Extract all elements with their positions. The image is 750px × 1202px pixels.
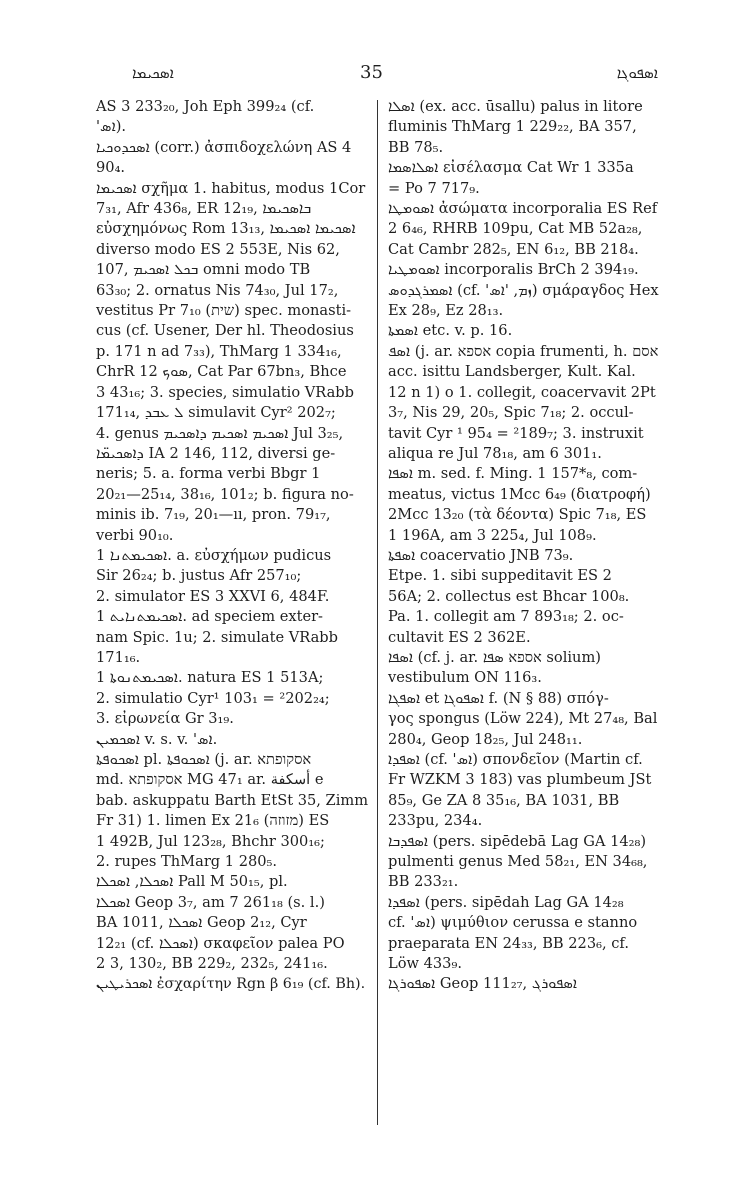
text-line: ܐܣܟܘܦܬܐ pl. ܐܣܟܘܦܬܐ (j. ar. אסקופתא [96, 751, 312, 768]
text-line: ܐܣܘܡܛܐ ἀσώματα incorporalia ES Ref [388, 200, 658, 218]
text-line: ܐܣܟܝܡܐ σχῆμα 1. habitus, modus 1Cor [96, 179, 366, 197]
text-line: ܐܣܦܕܐ (pers. sipēdah Lag GA 14₂₈ [388, 893, 624, 911]
left-running-head: ܐܣܟܝܡܐ [132, 64, 174, 82]
text-line: ܐܣܡܬܐ etc. v. p. 16. [388, 322, 513, 340]
text-line: 12 n 1) o 1. collegit, coacervavit 2Pt [388, 383, 656, 401]
text-line: Pa. 1. collegit am 7 893₁₈; 2. oc- [388, 608, 624, 626]
right-column [388, 97, 666, 995]
text-line: ܐܣܟܡܝܢ v. s. v. 'ܐܣ. [96, 730, 218, 748]
text-line: 2 6₄₆, RHRB 109pu, Cat MB 52a₂₈, [388, 220, 643, 238]
text-line: BB 78₅. [388, 138, 444, 156]
text-line: Fr 31) 1. limen Ex 21₆ (מזוזה) ES [96, 812, 330, 830]
text-line: ܐܣܟܠܐ Geop 3₇, am 7 261₁₈ (s. l.) [96, 893, 325, 911]
text-line: verbi 90₁₀. [96, 526, 174, 544]
column-divider [377, 100, 378, 1125]
text-line: ܐܣܟܝܡܬܢܘܬܐ 1. natura ES 1 513A; [96, 669, 324, 687]
text-line: ܐܣܟܕܘܟܝܐ (corr.) ἀσπιδοχελώνη AS 4 [96, 138, 352, 156]
text-line: ܐܣܟܪܝܛܝܢ ἐσχαρίτην Rgn β 6₁₉ (cf. Bh). [96, 976, 366, 993]
text-line: ChrR ܣܘܟ 12, Cat Par 67bn₃, Bhce [96, 363, 347, 381]
text-line: ܐܣܠܐ (ex. acc. ūsallu) palus in litore [388, 98, 643, 115]
text-line: 12₂₁ (cf. ܐܣܟܠܐ) σκαφεῖον palea PO [96, 934, 345, 952]
text-line: ܕܐܣܟܝܡ̈ܐ IA 2 146, 112, diversi ge- [96, 444, 336, 462]
text-line: ܐܣܡܪܓܕܘܣ (cf. 'ܙܡ, 'ܐܣ) σμάραγδος Hex [388, 281, 659, 299]
text-line: 107, ܒܟܠ ܐܣܟܝܡ omni modo TB [96, 261, 311, 279]
text-line: praeparata EN 24₃₃, BB 223₆, cf. [388, 934, 629, 952]
text-line: BA 1011, ܐܣܟܠܐ Geop 2₁₂, Cyr [96, 914, 307, 932]
text-line: Ex 28₉, Ez 28₁₃. [388, 302, 504, 320]
right-running-head: ܐܣܦܘܓܐ [616, 64, 658, 82]
text-line: vestitus Pr 7₁₀ (שית) spec. monasti- [96, 302, 352, 320]
text-line: cus (cf. Usener, Der hl. Theodosius [96, 322, 354, 340]
text-line: md. אסקופתא MG 47₁ ar. أسكفة e [96, 771, 324, 789]
text-line: fluminis ThMarg 1 229₂₂, BA 357, [388, 118, 637, 136]
text-line: diverso modo ES 2 553E, Nis 62, [96, 240, 340, 258]
text-line: ܐܣܦܕܒܐ (pers. sipēdebā Lag GA 14₂₈) [388, 832, 647, 850]
text-line: ܐܣܟܝܡܬܢܐܝܬ 1. ad speciem exter- [96, 608, 323, 626]
text-line: neris; 5. a. forma verbi Bbgr 1 [96, 465, 321, 483]
text-line: 280₄, Geop 18₂₅, Jul 248₁₁. [388, 730, 583, 748]
text-line: ܐܣܠܐܣܡܐ εἰσέλασμα Cat Wr 1 335a [388, 159, 634, 177]
text-line: ܐܣܟܠܐ, ܐܣܟܠܐ Pall M 50₁₅, pl. [96, 873, 288, 891]
text-line: 85₉, Ge ZA 8 35₁₆, BA 1031, BB [388, 791, 620, 809]
text-line: Cat Cambr 282₅, EN 6₁₂, BB 218₄. [388, 240, 639, 258]
text-line: 3. εἰρωνεία Gr 3₁₉. [96, 710, 234, 728]
text-line: εὐσχημόνως Rom 13₁₃, ܐܣܟܝܡܐ ܐܣܟܝܡܐ [96, 220, 356, 238]
text-line: pulmenti genus Med 58₂₁, EN 34₆₈, [388, 853, 648, 871]
text-line: ܐܣܦܐ (cf. j. ar. אספא ܣܦܐ solium) [388, 648, 601, 666]
text-line: 171₁₆. [96, 648, 141, 666]
text-line: 2Mcc 13₂₀ (τὰ δέοντα) Spic 7₁₈, ES [388, 506, 647, 524]
text-line: Fr WZKM 3 183) vas plumbeum JSt [388, 771, 652, 789]
text-line: 63₃₀; 2. ornatus Nis 74₃₀, Jul 17₂, [96, 281, 339, 299]
text-line: 20₂₁—25₁₄, 38₁₆, 101₂; b. figura no- [96, 485, 354, 503]
text-line: ܐܣܦܕܐ (cf. 'ܐܣ) σπονδεῖον (Martin cf. [388, 751, 643, 768]
text-line: 1 492B, Jul 123₂₈, Bhchr 300₁₆; [96, 832, 325, 850]
text-line: Löw 433₉. [388, 955, 462, 973]
text-line: 4. genus ܐܣܟܝܡ ܐܣܟܝܡ ܕܐܣܟܝܡ Jul 3₂₅, [96, 424, 344, 442]
text-line: tavit Cyr ¹ 95₄ = ²189₇; 3. instruxit [388, 424, 644, 442]
text-line: 3 43₁₆; 3. species, simulatio VRabb [96, 383, 354, 401]
text-line: 'ܐܣ). [96, 118, 127, 136]
left-column [96, 97, 368, 995]
text-line: cf. 'ܐܣ) ψιμύθιον cerussa e stanno [388, 914, 638, 932]
text-line: AS 3 233₂₀, Joh Eph 399₂₄ (cf. [96, 98, 315, 115]
text-line: ܐܣܦܬܐ coacervatio JNB 73₉. [388, 546, 574, 564]
text-line: ܐܣܘܡܛܝܐ incorporalis BrCh 2 394₁₉. [388, 261, 639, 279]
text-line: aliqua re Jul 78₁₈, am 6 301₁. [388, 444, 602, 462]
text-line: 1 196A, am 3 225₄, Jul 108₉. [388, 526, 597, 544]
text-line: 3₇, Nis 29, 20₅, Spic 7₁₈; 2. occul- [388, 404, 634, 422]
text-line: 171₁₄, ܠ ܥܒܕ simulavit Cyr² 202₇; [96, 404, 336, 422]
text-line: acc. isittu Landsberger, Kult. Kal. [388, 363, 636, 381]
page-number: 35 [360, 62, 383, 83]
page-header [90, 62, 670, 88]
text-line: 2. rupes ThMarg 1 280₅. [96, 853, 278, 871]
text-line: 56A; 2. collectus est Bhcar 100₈. [388, 587, 630, 605]
text-line: Sir 26₂₄; b. justus Afr 257₁₀; [96, 567, 302, 585]
text-line: p. 171 n ad 7₃₃), ThMarg 1 334₁₆, [96, 342, 342, 360]
text-line: ܐܣܦܘܪܓܐ Geop 111₂₇, ܐܣܦܘܪܓ [388, 975, 578, 993]
text-line: bab. askuppatu Barth EtSt 35, Zimm [96, 791, 369, 809]
text-line: vestibulum ON 116₃. [388, 669, 542, 687]
text-line: 2. simulator ES 3 XXVI 6, 484F. [96, 587, 330, 605]
text-line: meatus, victus 1Mcc 6₄₉ (διατροφή) [388, 485, 651, 503]
text-line: 2. simulatio Cyr¹ 103₁ = ²202₂₄; [96, 689, 330, 707]
text-line: 233pu, 234₄. [388, 812, 483, 830]
text-line: cultavit ES 2 362E. [388, 628, 531, 646]
text-line: minis ib. 7₁₉, 20₁—ıı, pron. 79₁₇, [96, 506, 331, 524]
text-line: ܐܣܦܐ m. sed. f. Ming. 1 157*₈, com- [388, 465, 638, 483]
text-line: Etpe. 1. sibi suppeditavit ES 2 [388, 567, 612, 585]
text-line: ܐܣܦܓܐ et ܐܣܦܘܓܐ f. (N § 88) σπόγ- [388, 689, 609, 707]
text-line: γος spongus (Löw 224), Mt 27₄₈, Bal [388, 710, 658, 728]
text-line: 90₄. [96, 159, 126, 177]
text-line: 2 3, 130₂, BB 229₂, 232₅, 241₁₆. [96, 955, 328, 973]
text-line: 7₃₁, Afr 436₈, ER 12₁₉, ܒܐܣܟܝܡܐ [96, 200, 312, 218]
text-line: ܐܣܟܝܡܬܢܐ 1. a. εὐσχήμων pudicus [96, 546, 332, 564]
text-line: ܐܣܦ (j. ar. אספא copia frumenti, h. אסם [388, 342, 659, 360]
text-line: BB 233₂₁. [388, 873, 459, 891]
text-line: = Po 7 717₉. [388, 179, 480, 197]
text-line: nam Spic. 1u; 2. simulate VRabb [96, 628, 338, 646]
